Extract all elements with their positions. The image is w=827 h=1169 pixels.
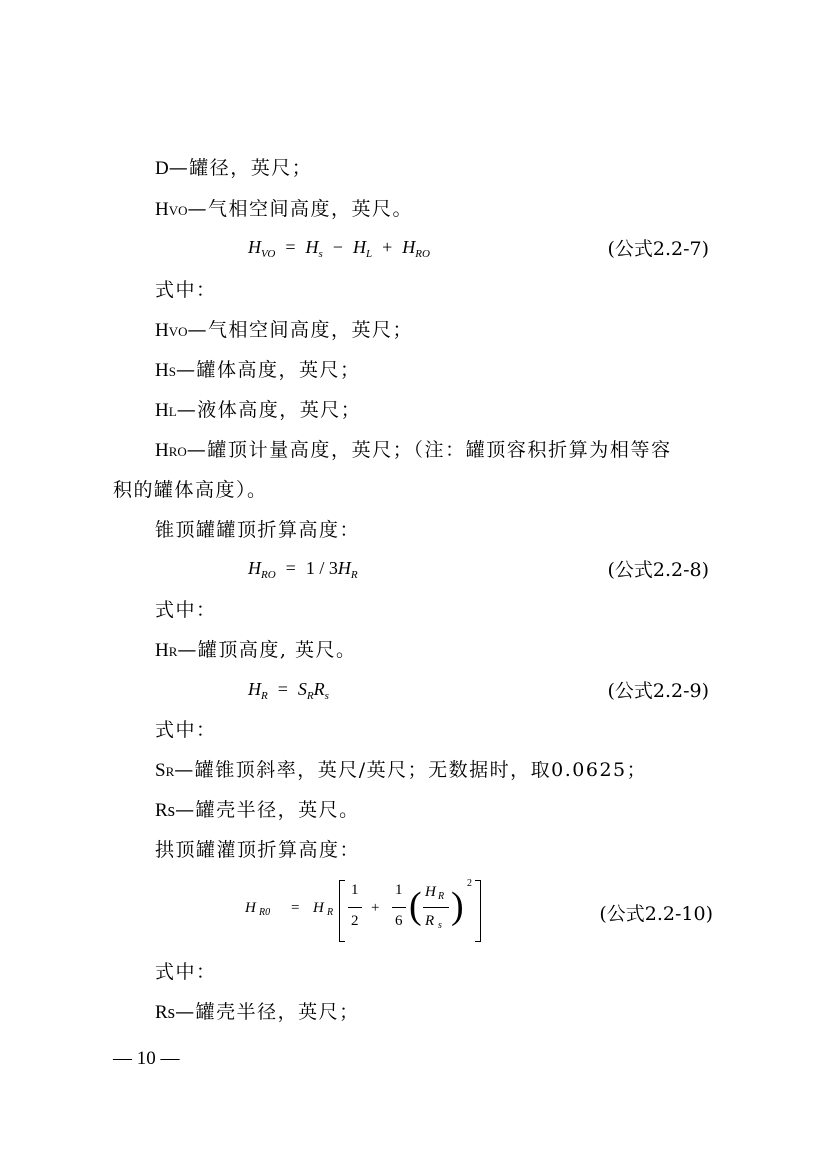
where-label-2: 式中： — [155, 599, 217, 621]
definition-hl: HL—液体高度，英尺； — [155, 399, 362, 421]
equation-2-2-8: $H_{RO} = 1 / 3H_R$ — [248, 558, 358, 581]
definition-d: D—罐径，英尺； — [155, 157, 313, 179]
definition-rs: Rs—罐壳半径，英尺。 — [155, 799, 360, 821]
definition-hro: HRO—罐顶计量高度，英尺；（注：罐顶容积折算为相等容 — [155, 439, 672, 461]
equation-2-2-7: $H_{VO} = H_s - H_L + H_{RO}$ — [248, 237, 430, 260]
definition-sr: SR—罐锥顶斜率，英尺/英尺；无数据时，取0.0625； — [155, 759, 648, 781]
equation-number-2-2-9: (公式2.2-9) — [607, 680, 709, 702]
dome-roof-heading: 拱顶罐灌顶折算高度： — [155, 839, 361, 861]
definition-hvo-2: HVO—气相空间高度，英尺； — [155, 319, 414, 341]
definition-hs: HS—罐体高度，英尺； — [155, 359, 361, 381]
equation-2-2-10: H R0 = H R 1 2 + 1 6 ( H R R s ) 2 — [245, 880, 495, 942]
equation-number-2-2-10: (公式2.2-10) — [599, 903, 713, 925]
definition-rs-2: Rs—罐壳半径，英尺； — [155, 1001, 360, 1023]
cone-roof-heading: 锥顶罐罐顶折算高度： — [155, 519, 361, 541]
definition-hr: HR—罐顶高度, 英尺。 — [155, 639, 357, 661]
where-label-4: 式中： — [155, 961, 217, 983]
equation-number-2-2-7: (公式2.2-7) — [607, 238, 709, 260]
where-label: 式中： — [155, 279, 217, 301]
equation-number-2-2-8: (公式2.2-8) — [607, 559, 709, 581]
equation-2-2-9: $H_R = S_RR_s$ — [248, 679, 329, 702]
where-label-3: 式中： — [155, 719, 217, 741]
page-number: — 10 — — [113, 1048, 180, 1069]
definition-hro-continued: 积的罐体高度）。 — [113, 479, 268, 501]
definition-hvo: HVO—气相空间高度，英尺。 — [155, 198, 414, 220]
